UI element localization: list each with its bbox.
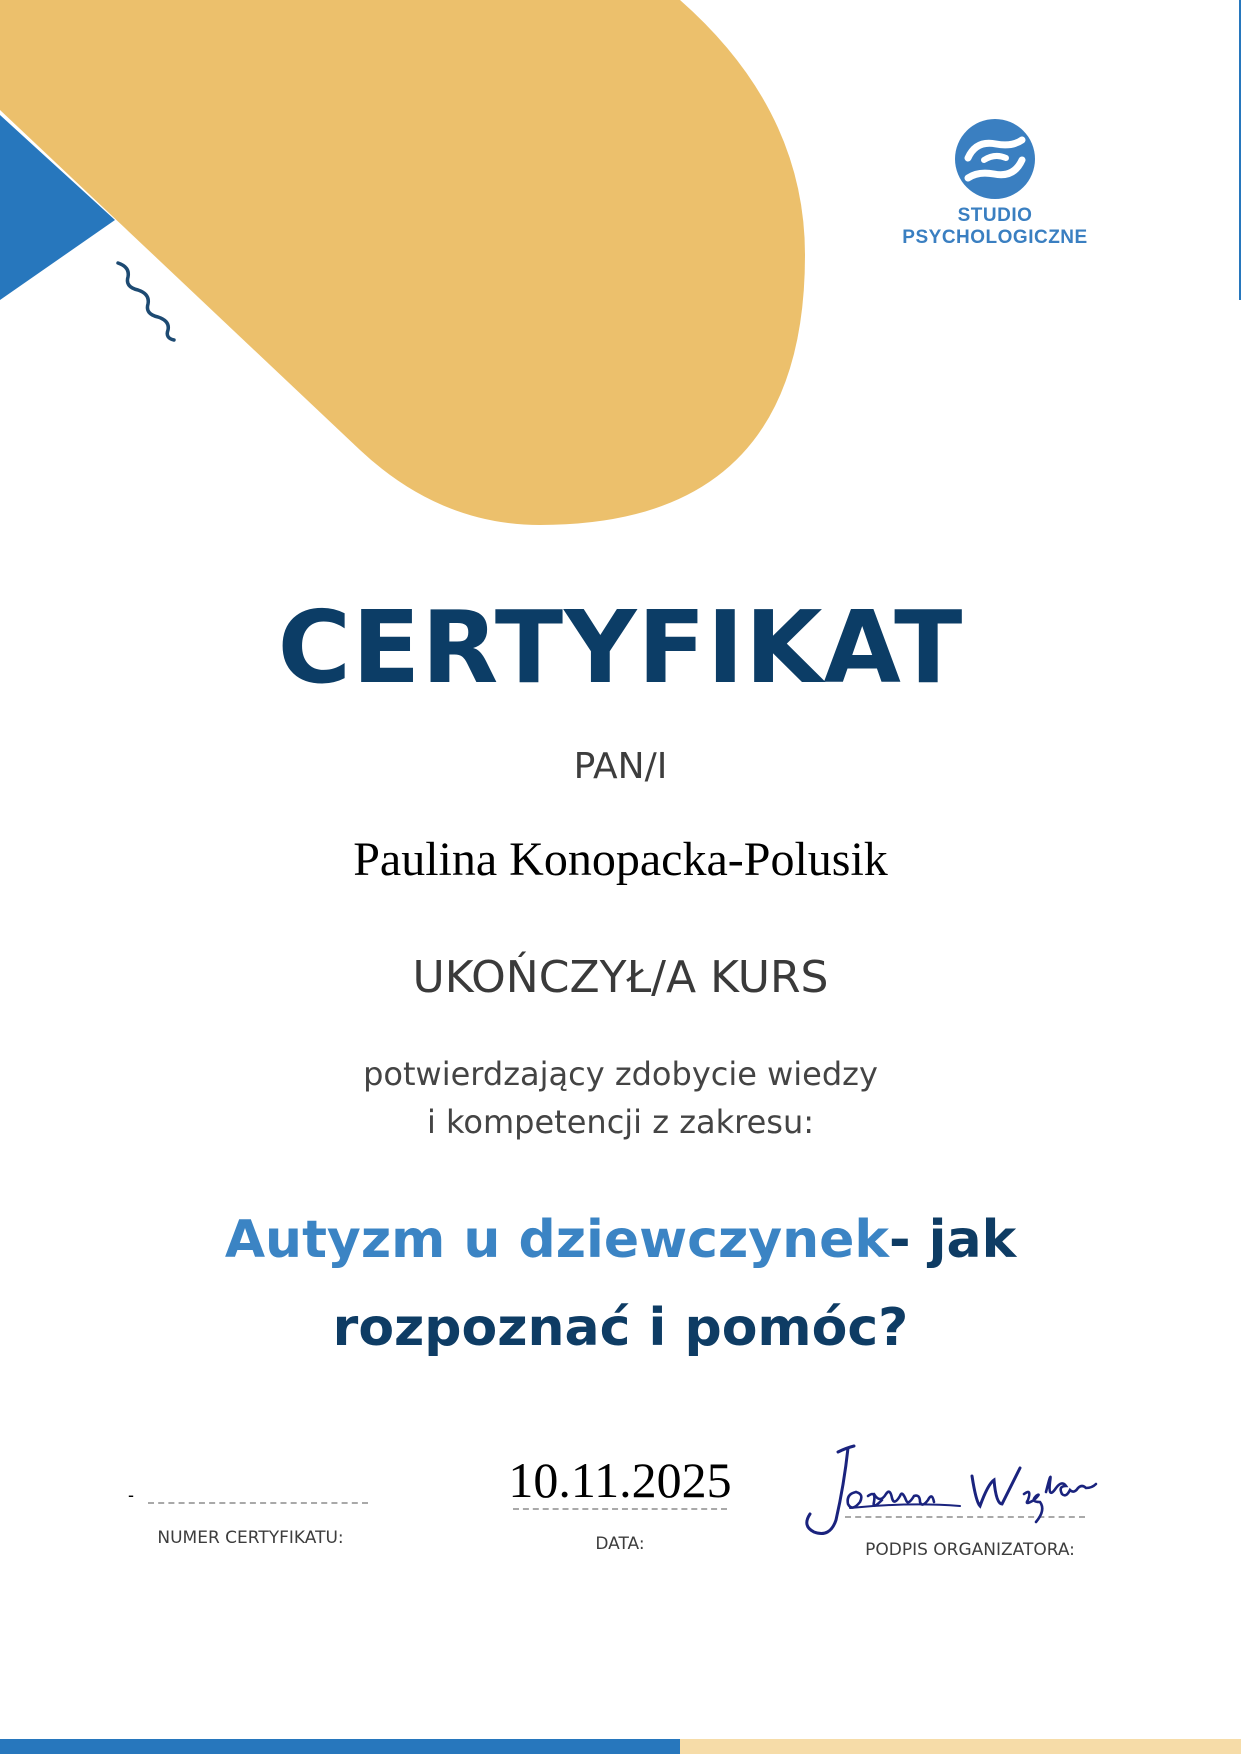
logo-line-1: STUDIO xyxy=(957,205,1033,226)
date-label: DATA: xyxy=(595,1534,645,1554)
completed-course-text: UKOŃCZYŁ/A KURS xyxy=(412,952,829,1003)
bottom-color-bar xyxy=(0,1739,1241,1754)
certificate-number-label: NUMER CERTYFIKATU: xyxy=(157,1528,344,1548)
signature-line xyxy=(845,1516,1085,1518)
certificate-number-value: - xyxy=(128,1485,134,1505)
course-title-line-2: rozpoznać i pomóc? xyxy=(332,1298,909,1358)
date-block xyxy=(505,1452,735,1554)
date-line xyxy=(513,1508,727,1510)
confirmation-line-2: i kompetencji z zakresu: xyxy=(426,1103,815,1141)
course-title-part-1: Autyzm u dziewczynek xyxy=(224,1210,889,1270)
certificate-number-line xyxy=(148,1502,368,1504)
salutation: PAN/I xyxy=(573,746,668,787)
date-value: 10.11.2025 xyxy=(508,1452,732,1508)
confirmation-text xyxy=(0,1050,1241,1146)
course-title xyxy=(0,1196,1241,1372)
confirmation-line-1: potwierdzający zdobycie wiedzy xyxy=(363,1055,878,1093)
handshake-logo-icon xyxy=(954,118,1036,200)
signature-label: PODPIS ORGANIZATORA: xyxy=(865,1540,1075,1560)
recipient-name: Paulina Konopacka-Polusik xyxy=(353,833,888,886)
squiggle-shape xyxy=(118,263,174,340)
organizer-signature xyxy=(790,1440,1120,1540)
certificate-title: CERTYFIKAT xyxy=(277,589,964,706)
course-title-line-1 xyxy=(0,1196,1241,1284)
studio-logo xyxy=(895,118,1095,249)
course-title-part-2: - jak xyxy=(888,1210,1017,1270)
signature-block xyxy=(790,1440,1120,1560)
logo-line-2: PSYCHOLOGICZNE xyxy=(902,227,1088,248)
decorative-shapes xyxy=(0,0,1241,560)
certificate-number-block xyxy=(128,1470,373,1548)
bottom-bar-blue xyxy=(0,1739,680,1754)
logo-wordmark xyxy=(895,205,1095,249)
bottom-bar-yellow xyxy=(680,1739,1241,1754)
